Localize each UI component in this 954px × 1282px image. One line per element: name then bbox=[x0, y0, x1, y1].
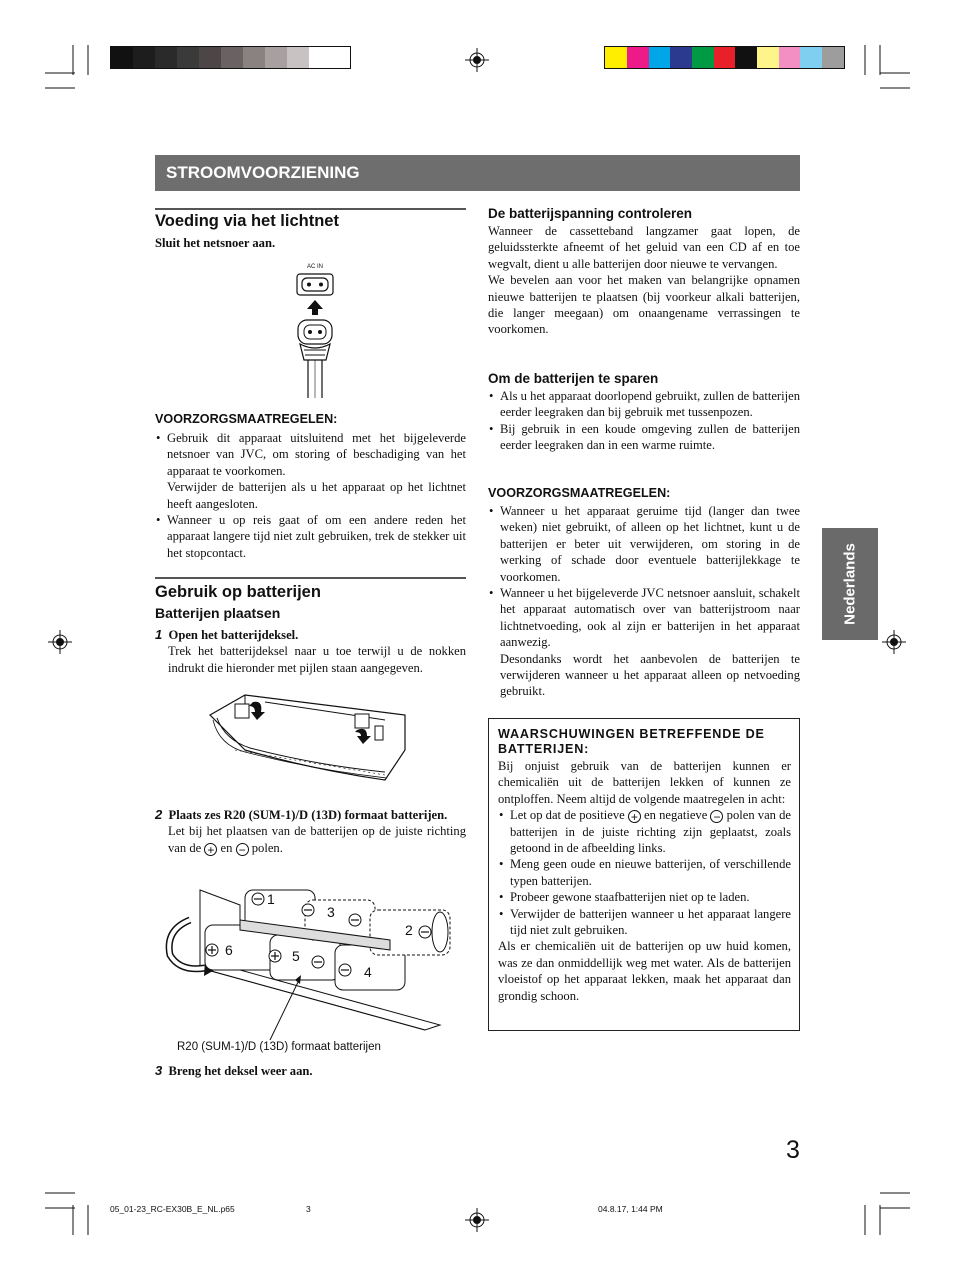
batteries-subheading: Batterijen plaatsen bbox=[155, 605, 281, 621]
list-item: • Probeer gewone staafbatterijen niet op te laden. bbox=[498, 889, 791, 905]
footer-date: 04.8.17, 1:44 PM bbox=[598, 1204, 663, 1214]
step-2 bbox=[155, 807, 466, 856]
warning-intro: Bij onjuist gebruik van de batterijen kunnen er chemicaliën uit de batterijen lekken of kunnen ze ontploffen. Neem altijd de volgende maatregelen in acht: bbox=[498, 759, 791, 806]
list-item-text: Let op dat de positieve bbox=[510, 808, 625, 823]
warning-closing: Als er chemicaliën uit de batterijen op uw huid komen, was ze dan onmiddellijk weg met water. Als de batterijen vloeistof op het apparaat lekken, maak het apparaat dan grondig schoon. bbox=[498, 939, 791, 1003]
list-item: • Wanneer u op reis gaat of om een andere reden het apparaat langere tijd niet zult gebruiken, trek de stekker uit het stopcontact. bbox=[155, 512, 466, 561]
footer-page: 3 bbox=[306, 1204, 311, 1214]
battery-number: 5 bbox=[292, 948, 300, 964]
mains-precautions-heading: VOORZORGSMAATREGELEN: bbox=[155, 412, 338, 426]
battery-number: 3 bbox=[327, 904, 335, 920]
list-item-text: polen van de batterijen in de juiste richting zijn geplaatst, zoals getoond in de afbeelding links. bbox=[510, 808, 791, 856]
step-text: polen. bbox=[251, 840, 283, 855]
step-number: 2 bbox=[155, 807, 163, 822]
step-number: 3 bbox=[155, 1063, 163, 1078]
minus-icon: − bbox=[236, 843, 249, 856]
list-item: • Verwijder de batterijen wanneer u het apparaat langere tijd niet zult gebruiken. bbox=[498, 906, 791, 939]
list-item: • Meng geen oude en nieuwe batterijen, of verschillende typen batterijen. bbox=[498, 856, 791, 889]
step-text: en bbox=[220, 840, 233, 855]
list-item bbox=[498, 807, 791, 856]
battery-number: 4 bbox=[364, 964, 372, 980]
list-item-text: • Gebruik dit apparaat uitsluitend met het bijgeleverde netsnoer van JVC, om storing of beschadiging van het apparaat te voorkomen. bbox=[167, 431, 466, 478]
plus-icon: + bbox=[204, 843, 217, 856]
divider bbox=[155, 208, 466, 210]
step-title: Breng het deksel weer aan. bbox=[168, 1064, 313, 1078]
plus-icon: + bbox=[628, 810, 641, 823]
voltage-text bbox=[488, 223, 800, 338]
divider bbox=[155, 577, 466, 579]
mains-instruction: Sluit het netsnoer aan. bbox=[155, 236, 276, 250]
language-tab-label: Nederlands bbox=[841, 543, 859, 625]
voltage-heading: De batterijspanning controleren bbox=[488, 206, 693, 221]
batteries-heading: Gebruik op batterijen bbox=[155, 583, 321, 601]
paragraph: We bevelen aan voor het maken van belangrijke opnamen nieuwe batterijen te plaatsen (bij voorkeur alkali batterijen, die langer meegaan) om onaangename verrassingen te voorkomen. bbox=[488, 273, 800, 337]
battery-cover-illustration bbox=[205, 690, 415, 790]
precautions-list bbox=[488, 503, 800, 700]
ac-cord-illustration bbox=[290, 260, 340, 400]
step-title: Open het batterijdeksel. bbox=[168, 628, 299, 642]
step-3 bbox=[155, 1063, 466, 1079]
step-1 bbox=[155, 627, 466, 676]
step-text: Trek het batterijdeksel naar u toe terwijl u de nokken indrukt die hieronder met pijlen staan aangegeven. bbox=[168, 644, 466, 675]
list-item-text: • Wanneer u het bijgeleverde JVC netsnoer aansluit, schakelt het apparaat automatisch over van batterijstroom naar lichtnetvoeding, ook al zijn er batterijen in het apparaat aanwezig. bbox=[500, 586, 800, 650]
page-number: 3 bbox=[786, 1136, 800, 1164]
saving-heading: Om de batterijen te sparen bbox=[488, 371, 659, 386]
list-item-extra: Desondanks wordt het aanbevolen de batterijen te verwijderen wanneer u het apparaat alleen op netvoeding gebruikt. bbox=[500, 651, 800, 699]
paragraph: Wanneer de cassetteband langzamer gaat lopen, de geluidssterkte afneemt of het geluid van een CD af en toe wegvalt, dient u alle batterijen door nieuwe te vervangen. bbox=[488, 224, 800, 271]
list-item-text: en negatieve bbox=[644, 808, 708, 823]
list-item: • Bij gebruik in een koude omgeving zullen de batterijen eerder leegraken dan in een warme ruimte. bbox=[488, 421, 800, 454]
section-title: STROOMVOORZIENING bbox=[155, 155, 800, 191]
language-tab bbox=[822, 528, 878, 640]
list-item: • Als u het apparaat doorlopend gebruikt, zullen de batterijen eerder leegraken dan bij gebruik met tussenpozen. bbox=[488, 388, 800, 421]
battery-number: 2 bbox=[405, 922, 413, 938]
list-item-extra: Verwijder de batterijen als u het apparaat op het lichtnet heeft aangesloten. bbox=[167, 480, 466, 511]
battery-number: 1 bbox=[267, 891, 275, 907]
mains-precautions-list bbox=[155, 430, 466, 561]
battery-number: 6 bbox=[225, 942, 233, 958]
battery-warning-box bbox=[488, 718, 800, 1031]
saving-list bbox=[488, 388, 800, 454]
list-item: • Wanneer u het apparaat geruime tijd (langer dan twee weken) niet gebruikt, of alleen op het lichtnet, kunt u de batterijen er beter uit verwijderen, om storing in de werking of schade door eventuele batterijlekkage te voorkomen. bbox=[488, 503, 800, 585]
ac-in-label: AC IN bbox=[306, 264, 324, 270]
mains-heading: Voeding via het lichtnet bbox=[155, 212, 339, 230]
warning-heading: WAARSCHUWINGEN BETREFFENDE DE BATTERIJEN: bbox=[498, 727, 765, 756]
list-item bbox=[155, 430, 466, 512]
step-number: 1 bbox=[155, 627, 163, 642]
grayscale-calibration-bar bbox=[110, 46, 351, 69]
minus-icon: − bbox=[710, 810, 723, 823]
footer-file: 05_01-23_RC-EX30B_E_NL.p65 bbox=[110, 1204, 235, 1214]
registration-mark-top bbox=[465, 48, 489, 72]
color-calibration-bar bbox=[604, 46, 845, 69]
step-title: Plaats zes R20 (SUM-1)/D (13D) formaat batterijen. bbox=[168, 808, 448, 822]
list-item bbox=[488, 585, 800, 700]
battery-figure-caption: R20 (SUM-1)/D (13D) formaat batterijen bbox=[177, 1041, 381, 1053]
precautions-heading: VOORZORGSMAATREGELEN: bbox=[488, 486, 671, 500]
step-text: Let bij het plaatsen van de batterijen op de juiste richting van de bbox=[168, 824, 466, 855]
